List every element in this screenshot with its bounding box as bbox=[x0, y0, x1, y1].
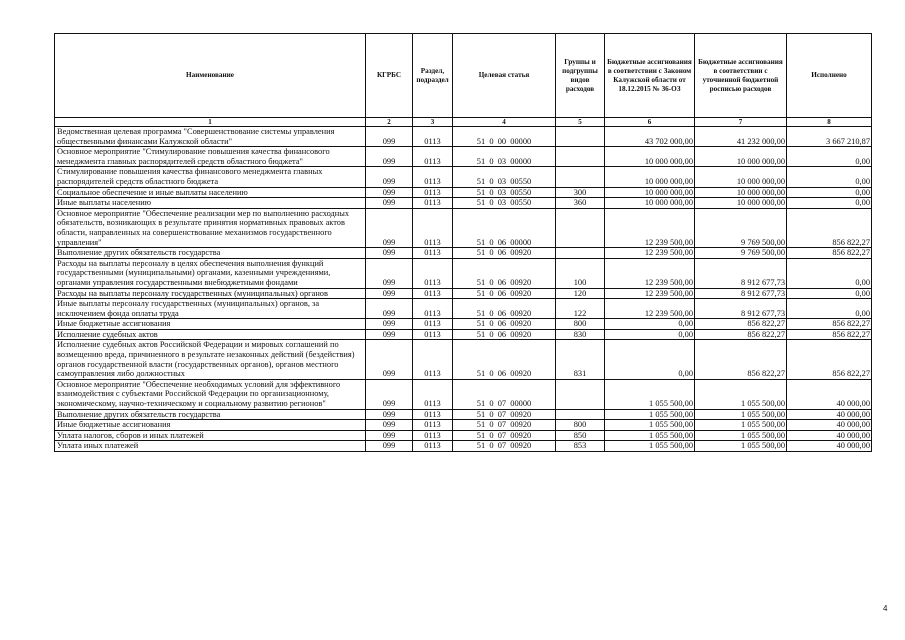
row-razdel-cell: 0113 bbox=[413, 441, 453, 452]
row-vid-cell bbox=[556, 248, 605, 259]
row-law-amount-cell: 10 000 000,00 bbox=[605, 187, 695, 198]
row-razdel-cell: 0113 bbox=[413, 299, 453, 319]
row-razdel-cell: 0113 bbox=[413, 167, 453, 187]
row-vid-cell: 122 bbox=[556, 299, 605, 319]
row-refined-amount-cell: 10 000 000,00 bbox=[695, 187, 787, 198]
row-done-amount-cell: 40 000,00 bbox=[787, 441, 872, 452]
row-name-cell: Уплата налогов, сборов и иных платежей bbox=[55, 430, 366, 441]
row-law-amount-cell: 0,00 bbox=[605, 329, 695, 340]
row-law-amount-cell: 10 000 000,00 bbox=[605, 167, 695, 187]
row-kgrbs-cell: 099 bbox=[366, 299, 413, 319]
row-law-amount-cell: 12 239 500,00 bbox=[605, 208, 695, 247]
row-kgrbs-cell: 099 bbox=[366, 258, 413, 288]
budget-table bbox=[54, 33, 872, 452]
row-cel-cell: 51 0 03 00550 bbox=[453, 187, 556, 198]
row-cel-cell: 51 0 06 00920 bbox=[453, 340, 556, 379]
row-done-amount-cell: 0,00 bbox=[787, 147, 872, 167]
row-done-amount-cell: 0,00 bbox=[787, 288, 872, 299]
row-cel-cell: 51 0 06 00920 bbox=[453, 288, 556, 299]
row-vid-cell bbox=[556, 208, 605, 247]
table-row bbox=[55, 379, 872, 409]
row-done-amount-cell: 40 000,00 bbox=[787, 420, 872, 431]
row-vid-cell: 800 bbox=[556, 420, 605, 431]
row-cel-cell: 51 0 06 00920 bbox=[453, 329, 556, 340]
row-razdel-cell: 0113 bbox=[413, 420, 453, 431]
table-row bbox=[55, 430, 872, 441]
row-law-amount-cell: 1 055 500,00 bbox=[605, 379, 695, 409]
row-law-amount-cell: 43 702 000,00 bbox=[605, 127, 695, 147]
row-done-amount-cell: 0,00 bbox=[787, 167, 872, 187]
row-law-amount-cell: 1 055 500,00 bbox=[605, 409, 695, 420]
row-cel-cell: 51 0 06 00920 bbox=[453, 319, 556, 330]
row-cel-cell: 51 0 07 00920 bbox=[453, 409, 556, 420]
header-row bbox=[55, 34, 872, 118]
header-name: Наименование bbox=[55, 34, 366, 118]
column-number: 7 bbox=[695, 118, 787, 127]
row-refined-amount-cell: 856 822,27 bbox=[695, 319, 787, 330]
table-row bbox=[55, 127, 872, 147]
row-vid-cell: 360 bbox=[556, 198, 605, 209]
row-refined-amount-cell: 1 055 500,00 bbox=[695, 420, 787, 431]
column-number: 3 bbox=[413, 118, 453, 127]
row-razdel-cell: 0113 bbox=[413, 127, 453, 147]
row-refined-amount-cell: 8 912 677,73 bbox=[695, 299, 787, 319]
row-cel-cell: 51 0 06 00920 bbox=[453, 258, 556, 288]
row-cel-cell: 51 0 06 00000 bbox=[453, 208, 556, 247]
table-row bbox=[55, 208, 872, 247]
row-vid-cell: 800 bbox=[556, 319, 605, 330]
row-refined-amount-cell: 8 912 677,73 bbox=[695, 288, 787, 299]
row-razdel-cell: 0113 bbox=[413, 288, 453, 299]
row-razdel-cell: 0113 bbox=[413, 198, 453, 209]
column-number: 6 bbox=[605, 118, 695, 127]
row-refined-amount-cell: 856 822,27 bbox=[695, 340, 787, 379]
row-refined-amount-cell: 1 055 500,00 bbox=[695, 379, 787, 409]
row-kgrbs-cell: 099 bbox=[366, 187, 413, 198]
header-budget-refined: Бюджетные ассигнования в соответствии с уточненной бюджетной росписью расходов bbox=[695, 34, 787, 118]
row-law-amount-cell: 12 239 500,00 bbox=[605, 258, 695, 288]
row-cel-cell: 51 0 06 00920 bbox=[453, 248, 556, 259]
row-refined-amount-cell: 1 055 500,00 bbox=[695, 441, 787, 452]
header-ispolneno: Исполнено bbox=[787, 34, 872, 118]
row-cel-cell: 51 0 06 00920 bbox=[453, 299, 556, 319]
row-refined-amount-cell: 9 769 500,00 bbox=[695, 208, 787, 247]
row-name-cell: Уплата иных платежей bbox=[55, 441, 366, 452]
row-name-cell: Иные бюджетные ассигнования bbox=[55, 319, 366, 330]
row-vid-cell: 831 bbox=[556, 340, 605, 379]
row-name-cell: Исполнение судебных актов Российской Федерации и мировых соглашений по возмещению вреда, причиненного в результате незаконных действий (бездействия) органов государственной власти (государственных органов), органов местного самоуправления либо должностных bbox=[55, 340, 366, 379]
row-vid-cell: 853 bbox=[556, 441, 605, 452]
row-done-amount-cell: 0,00 bbox=[787, 299, 872, 319]
row-name-cell: Выполнение других обязательств государства bbox=[55, 248, 366, 259]
row-razdel-cell: 0113 bbox=[413, 147, 453, 167]
row-razdel-cell: 0113 bbox=[413, 430, 453, 441]
row-kgrbs-cell: 099 bbox=[366, 420, 413, 431]
row-law-amount-cell: 1 055 500,00 bbox=[605, 430, 695, 441]
row-vid-cell bbox=[556, 167, 605, 187]
row-kgrbs-cell: 099 bbox=[366, 430, 413, 441]
row-refined-amount-cell: 10 000 000,00 bbox=[695, 147, 787, 167]
header-gruppy: Группы и подгруппы видов расходов bbox=[556, 34, 605, 118]
row-done-amount-cell: 40 000,00 bbox=[787, 379, 872, 409]
row-cel-cell: 51 0 03 00550 bbox=[453, 167, 556, 187]
row-refined-amount-cell: 10 000 000,00 bbox=[695, 167, 787, 187]
row-done-amount-cell: 0,00 bbox=[787, 187, 872, 198]
row-vid-cell bbox=[556, 379, 605, 409]
table-row bbox=[55, 420, 872, 431]
column-number: 1 bbox=[55, 118, 366, 127]
row-done-amount-cell: 40 000,00 bbox=[787, 409, 872, 420]
row-vid-cell: 300 bbox=[556, 187, 605, 198]
row-vid-cell: 850 bbox=[556, 430, 605, 441]
row-razdel-cell: 0113 bbox=[413, 340, 453, 379]
column-number: 8 bbox=[787, 118, 872, 127]
row-name-cell: Ведомственная целевая программа "Совершенствование системы управления общественными финансами Калужской области" bbox=[55, 127, 366, 147]
row-kgrbs-cell: 099 bbox=[366, 208, 413, 247]
row-refined-amount-cell: 41 232 000,00 bbox=[695, 127, 787, 147]
row-kgrbs-cell: 099 bbox=[366, 379, 413, 409]
row-refined-amount-cell: 10 000 000,00 bbox=[695, 198, 787, 209]
row-refined-amount-cell: 8 912 677,73 bbox=[695, 258, 787, 288]
row-kgrbs-cell: 099 bbox=[366, 409, 413, 420]
row-done-amount-cell: 856 822,27 bbox=[787, 319, 872, 330]
row-name-cell: Основное мероприятие "Обеспечение необходимых условий для эффективного взаимодействия с субъектами Российской Федерации по организационному, экономическому, научно-техническому и социальному развитию регионов" bbox=[55, 379, 366, 409]
row-done-amount-cell: 856 822,27 bbox=[787, 329, 872, 340]
row-kgrbs-cell: 099 bbox=[366, 167, 413, 187]
row-name-cell: Иные выплаты персоналу государственных (муниципальных) органов, за исключением фонда оплаты труда bbox=[55, 299, 366, 319]
row-razdel-cell: 0113 bbox=[413, 258, 453, 288]
table-row bbox=[55, 441, 872, 452]
row-vid-cell: 830 bbox=[556, 329, 605, 340]
row-kgrbs-cell: 099 bbox=[366, 147, 413, 167]
budget-table-sheet bbox=[54, 33, 871, 452]
row-name-cell: Иные выплаты населению bbox=[55, 198, 366, 209]
row-law-amount-cell: 12 239 500,00 bbox=[605, 299, 695, 319]
row-cel-cell: 51 0 03 00550 bbox=[453, 198, 556, 209]
row-done-amount-cell: 40 000,00 bbox=[787, 430, 872, 441]
row-name-cell: Иные бюджетные ассигнования bbox=[55, 420, 366, 431]
table-row bbox=[55, 147, 872, 167]
row-law-amount-cell: 12 239 500,00 bbox=[605, 248, 695, 259]
row-law-amount-cell: 1 055 500,00 bbox=[605, 420, 695, 431]
table-row bbox=[55, 167, 872, 187]
row-done-amount-cell: 856 822,27 bbox=[787, 248, 872, 259]
row-law-amount-cell: 12 239 500,00 bbox=[605, 288, 695, 299]
row-cel-cell: 51 0 03 00000 bbox=[453, 147, 556, 167]
column-number: 2 bbox=[366, 118, 413, 127]
row-law-amount-cell: 1 055 500,00 bbox=[605, 441, 695, 452]
row-name-cell: Исполнение судебных актов bbox=[55, 329, 366, 340]
row-kgrbs-cell: 099 bbox=[366, 329, 413, 340]
row-refined-amount-cell: 9 769 500,00 bbox=[695, 248, 787, 259]
row-vid-cell bbox=[556, 409, 605, 420]
row-kgrbs-cell: 099 bbox=[366, 127, 413, 147]
row-kgrbs-cell: 099 bbox=[366, 441, 413, 452]
row-razdel-cell: 0113 bbox=[413, 409, 453, 420]
row-name-cell: Выполнение других обязательств государства bbox=[55, 409, 366, 420]
row-refined-amount-cell: 856 822,27 bbox=[695, 329, 787, 340]
column-number: 5 bbox=[556, 118, 605, 127]
row-kgrbs-cell: 099 bbox=[366, 340, 413, 379]
row-cel-cell: 51 0 07 00920 bbox=[453, 441, 556, 452]
row-law-amount-cell: 0,00 bbox=[605, 340, 695, 379]
row-law-amount-cell: 10 000 000,00 bbox=[605, 147, 695, 167]
row-razdel-cell: 0113 bbox=[413, 379, 453, 409]
header-budget-law: Бюджетные ассигнования в соответствии с Законом Калужской области от 18.12.2015 № 36-ОЗ bbox=[605, 34, 695, 118]
row-kgrbs-cell: 099 bbox=[366, 319, 413, 330]
table-row bbox=[55, 299, 872, 319]
row-name-cell: Социальное обеспечение и иные выплаты населению bbox=[55, 187, 366, 198]
row-law-amount-cell: 0,00 bbox=[605, 319, 695, 330]
row-done-amount-cell: 3 667 210,87 bbox=[787, 127, 872, 147]
header-kgrbs: КГРБС bbox=[366, 34, 413, 118]
table-row bbox=[55, 258, 872, 288]
table-row bbox=[55, 187, 872, 198]
row-cel-cell: 51 0 07 00000 bbox=[453, 379, 556, 409]
row-kgrbs-cell: 099 bbox=[366, 198, 413, 209]
row-done-amount-cell: 856 822,27 bbox=[787, 340, 872, 379]
row-refined-amount-cell: 1 055 500,00 bbox=[695, 409, 787, 420]
table-row bbox=[55, 198, 872, 209]
table-row bbox=[55, 329, 872, 340]
row-razdel-cell: 0113 bbox=[413, 248, 453, 259]
row-done-amount-cell: 856 822,27 bbox=[787, 208, 872, 247]
row-razdel-cell: 0113 bbox=[413, 319, 453, 330]
row-refined-amount-cell: 1 055 500,00 bbox=[695, 430, 787, 441]
row-razdel-cell: 0113 bbox=[413, 208, 453, 247]
page-number: 4 bbox=[883, 604, 888, 613]
row-done-amount-cell: 0,00 bbox=[787, 198, 872, 209]
row-cel-cell: 51 0 00 00000 bbox=[453, 127, 556, 147]
row-vid-cell: 100 bbox=[556, 258, 605, 288]
column-number: 4 bbox=[453, 118, 556, 127]
row-cel-cell: 51 0 07 00920 bbox=[453, 420, 556, 431]
row-vid-cell: 120 bbox=[556, 288, 605, 299]
row-name-cell: Стимулирование повышения качества финансового менеджмента главных распорядителей средств областного бюджета bbox=[55, 167, 366, 187]
column-number-row bbox=[55, 118, 872, 127]
row-name-cell: Основное мероприятие "Обеспечение реализации мер по выполнению расходных обязательств, возникающих в результате принятия нормативных правовых актов области, направленных на совершенствование механизмов государственного управления" bbox=[55, 208, 366, 247]
table-row bbox=[55, 340, 872, 379]
header-cel: Целевая статья bbox=[453, 34, 556, 118]
row-razdel-cell: 0113 bbox=[413, 329, 453, 340]
table-row bbox=[55, 319, 872, 330]
row-done-amount-cell: 0,00 bbox=[787, 258, 872, 288]
row-razdel-cell: 0113 bbox=[413, 187, 453, 198]
table-row bbox=[55, 248, 872, 259]
table-row bbox=[55, 288, 872, 299]
row-name-cell: Расходы на выплаты персоналу в целях обеспечения выполнения функций государственными (муниципальными) органами, казенными учреждениями, органами управления государственными внебюджетными фондами bbox=[55, 258, 366, 288]
header-razdel: Раздел, подраздел bbox=[413, 34, 453, 118]
row-name-cell: Расходы на выплаты персоналу государственных (муниципальных) органов bbox=[55, 288, 366, 299]
table-row bbox=[55, 409, 872, 420]
row-vid-cell bbox=[556, 147, 605, 167]
row-vid-cell bbox=[556, 127, 605, 147]
row-cel-cell: 51 0 07 00920 bbox=[453, 430, 556, 441]
row-name-cell: Основное мероприятие "Стимулирование повышения качества финансового менеджмента главных распорядителей средств областного бюджета" bbox=[55, 147, 366, 167]
row-law-amount-cell: 10 000 000,00 bbox=[605, 198, 695, 209]
row-kgrbs-cell: 099 bbox=[366, 248, 413, 259]
row-kgrbs-cell: 099 bbox=[366, 288, 413, 299]
